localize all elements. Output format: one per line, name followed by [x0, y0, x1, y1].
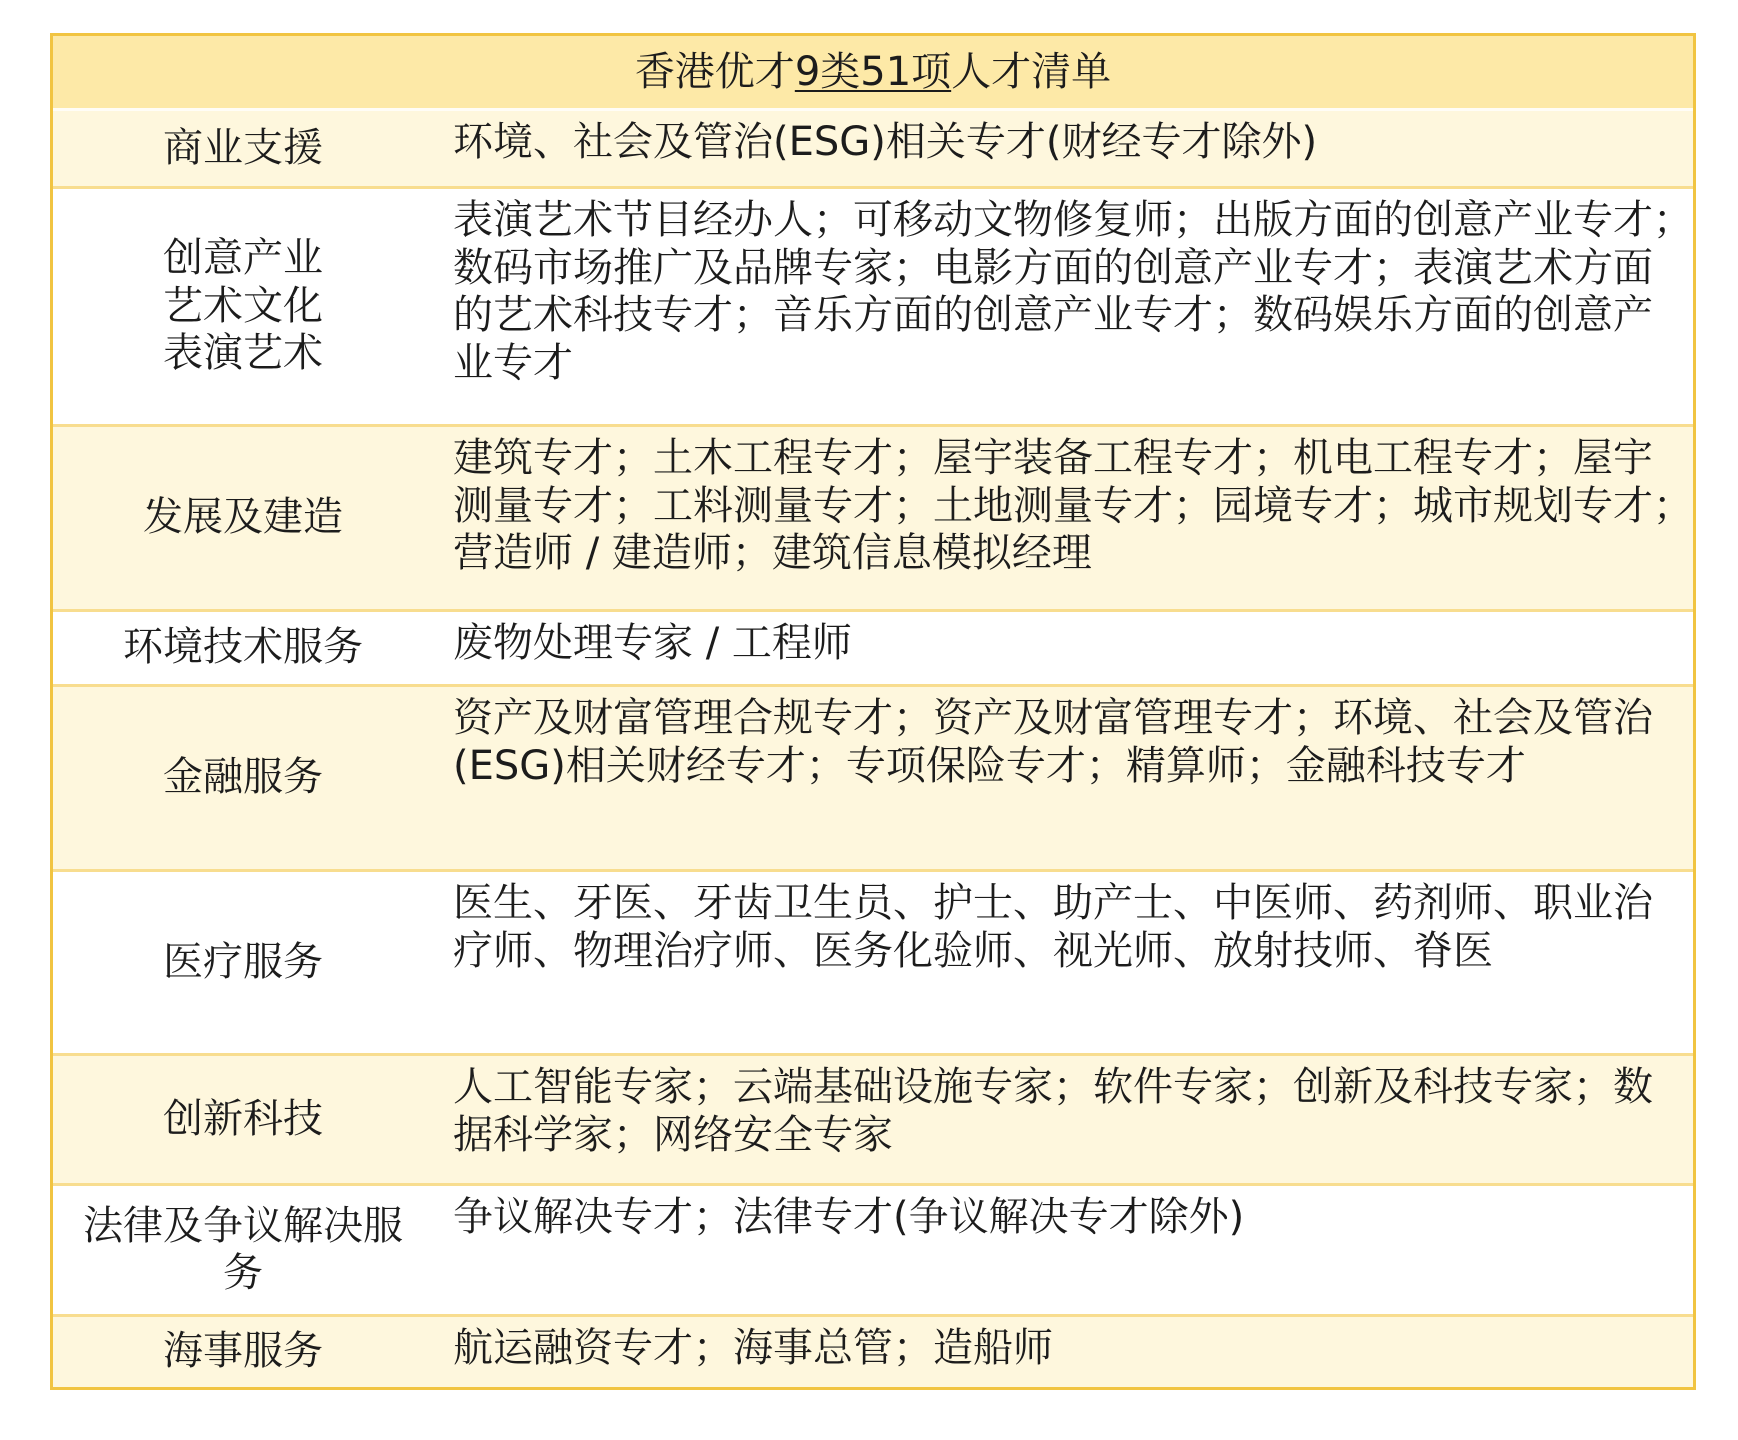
talents-cell: [433, 872, 1693, 1053]
table-row: [53, 1183, 1693, 1314]
title-highlight: 9类51项: [794, 49, 952, 95]
category-cell: [53, 687, 433, 869]
category-label: 环境技术服务: [123, 624, 363, 671]
talents-cell: [433, 1317, 1693, 1387]
category-cell: [53, 427, 433, 609]
talents-cell: [433, 111, 1693, 186]
category-cell: [53, 1186, 433, 1314]
category-cell: [53, 872, 433, 1053]
table-row: [53, 609, 1693, 684]
talents-text: 表演艺术节目经办人；可移动文物修复师；出版方面的创意产业专才；: [453, 197, 1693, 243]
table-row: [53, 684, 1693, 869]
category-label: 发展及建造: [143, 494, 343, 541]
category-cell: [53, 1056, 433, 1183]
category-label: 表演艺术: [163, 330, 323, 377]
category-label: 医疗服务: [163, 938, 323, 985]
talents-text: 废物处理专家 / 工程师: [453, 620, 852, 666]
table-row: [53, 1314, 1693, 1387]
talents-text: 航运融资专才；海事总管；造船师: [453, 1325, 1053, 1371]
talents-text: 数码市场推广及品牌专家；电影方面的创意产业专才；表演艺术方面: [453, 244, 1653, 291]
talents-cell: [433, 1186, 1693, 1314]
talents-text: 测量专才；工料测量专才；土地测量专才；园境专才；城市规划专才；: [453, 482, 1693, 529]
talents-cell: [433, 1056, 1693, 1183]
talents-text: 医生、牙医、牙齿卫生员、护士、助产士、中医师、药剂师、职业治: [453, 880, 1653, 926]
talents-text: 的艺术科技专才；音乐方面的创意产业专才；数码娱乐方面的创意产: [453, 292, 1653, 338]
talents-cell: [433, 427, 1693, 609]
category-label: 创新科技: [163, 1095, 323, 1142]
category-cell: [53, 111, 433, 186]
category-label: 商业支援: [163, 124, 323, 171]
talents-cell: [433, 687, 1693, 869]
category-label: 创意产业: [163, 235, 323, 282]
category-label: 务: [223, 1250, 263, 1296]
talents-cell: [433, 612, 1693, 684]
category-label: 法律及争议解决服: [83, 1202, 403, 1249]
table-row: [53, 186, 1693, 424]
category-label: 艺术文化: [163, 282, 323, 329]
category-label: 金融服务: [163, 754, 323, 801]
table-row: [53, 1053, 1693, 1183]
title-prefix: 香港优才: [634, 49, 795, 95]
category-cell: [53, 1317, 433, 1387]
title-suffix: 人才清单: [951, 49, 1112, 95]
table-row: [53, 108, 1693, 186]
talents-text: 环境、社会及管治(ESG)相关专才(财经专才除外): [453, 119, 1318, 165]
table-title: [53, 36, 1693, 108]
category-cell: [53, 189, 433, 424]
talents-text: 营造师 / 建造师；建筑信息模拟经理: [453, 530, 1092, 576]
talents-text: 资产及财富管理合规专才；资产及财富管理专才；环境、社会及管治: [453, 695, 1653, 741]
talents-text: 建筑专才；土木工程专才；屋宇装备工程专才；机电工程专才；屋宇: [453, 435, 1653, 481]
table-row: [53, 424, 1693, 609]
talents-text: 疗师、物理治疗师、医务化验师、视光师、放射技师、脊医: [453, 927, 1493, 974]
talents-text: 业专才: [453, 339, 573, 386]
category-cell: [53, 612, 433, 684]
talents-text: 据科学家；网络安全专家: [453, 1111, 893, 1158]
talents-text: (ESG)相关财经专才；专项保险专才；精算师；金融科技专才: [453, 742, 1526, 789]
talent-list-table: [50, 33, 1696, 1390]
table-row: [53, 869, 1693, 1053]
talents-text: 争议解决专才；法律专才(争议解决专才除外): [453, 1194, 1245, 1240]
category-label: 海事服务: [163, 1328, 323, 1375]
talents-cell: [433, 189, 1693, 424]
talents-text: 人工智能专家；云端基础设施专家；软件专家；创新及科技专家；数: [453, 1064, 1653, 1110]
